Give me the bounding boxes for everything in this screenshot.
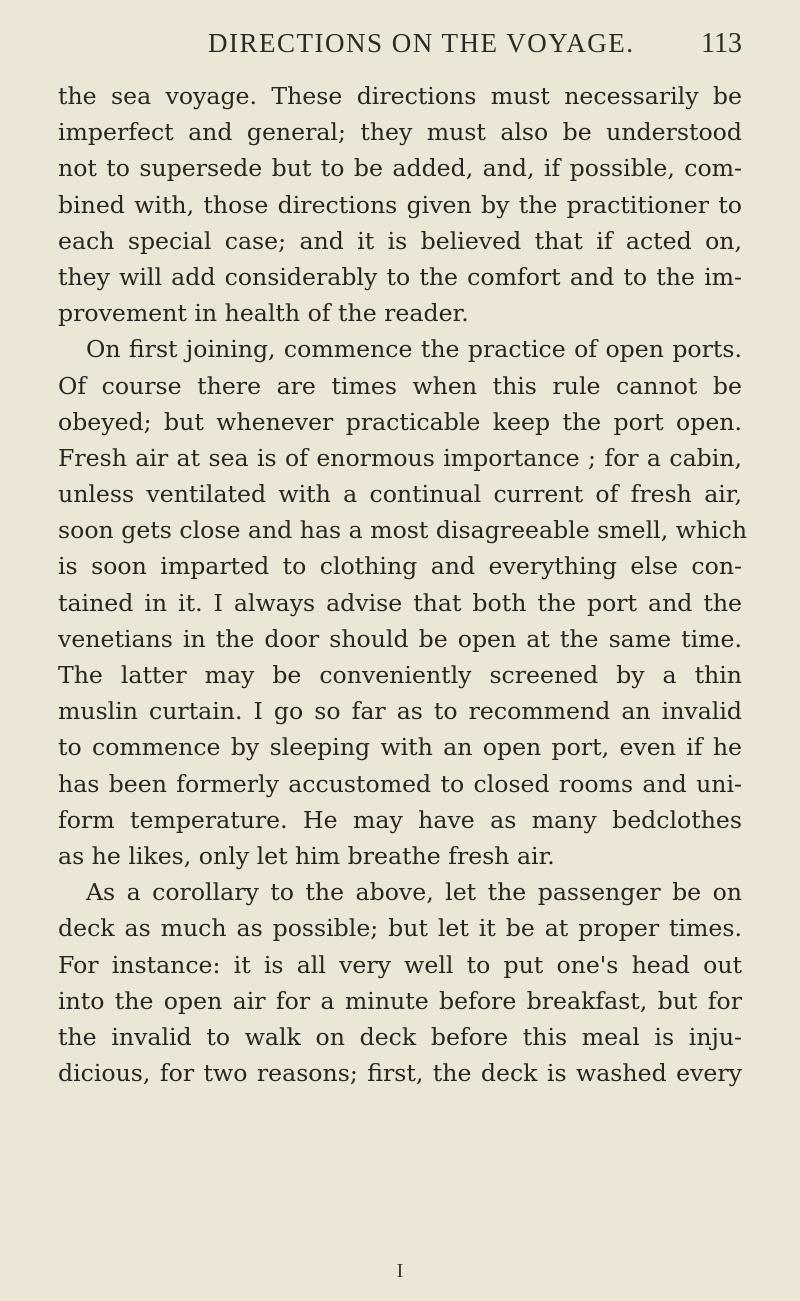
paragraph	[58, 874, 742, 1091]
text-line: deck as much as possible; but let it be at proper times.	[58, 914, 742, 943]
text-line: soon gets close and has a most disagreeable smell, which	[58, 516, 748, 545]
text-line: venetians in the door should be open at the same time.	[58, 624, 742, 653]
text-line: muslin curtain. I go so far as to recommend an invalid	[58, 697, 742, 726]
text-line: unless ventilated with a continual current of fresh air,	[58, 480, 742, 509]
text-line: imperfect and general; they must also be understood	[58, 118, 742, 147]
text-line: as he likes, only let him breathe fresh air.	[58, 841, 555, 870]
text-line: obeyed; but whenever practicable keep the port open.	[58, 407, 742, 436]
page-number: 113	[701, 28, 742, 59]
text-line: has been formerly accustomed to closed rooms and uni-	[58, 769, 742, 798]
text-line: Fresh air at sea is of enormous importance ; for a cabin,	[58, 443, 742, 472]
text-line: The latter may be conveniently screened by a thin	[58, 661, 742, 689]
text-line: the sea voyage. These directions must necessarily be	[58, 82, 742, 110]
text-line: to commence by sleeping with an open port, even if he	[58, 733, 742, 762]
text-line: Of course there are times when this rule cannot be	[58, 371, 742, 400]
text-line: they will add considerably to the comfort and to the im-	[58, 262, 742, 291]
text-line: As a corollary to the above, let the passenger be on	[86, 878, 742, 907]
page-header	[58, 22, 742, 62]
text-line: each special case; and it is believed that if acted on,	[58, 226, 742, 255]
text-line: the invalid to walk on deck before this meal is inju-	[58, 1022, 742, 1051]
text-line: For instance: it is all very well to put one's head out	[58, 950, 742, 979]
text-line: tained in it. I always advise that both the port and the	[58, 588, 742, 617]
paragraph	[58, 331, 748, 874]
text-line: dicious, for two reasons; first, the deck is washed every	[58, 1059, 742, 1088]
signature-mark: I	[396, 1260, 404, 1282]
running-head: DIRECTIONS ON THE VOYAGE.	[208, 28, 635, 58]
text-line: bined with, those directions given by the practitioner to	[58, 190, 742, 219]
text-line: form temperature. He may have as many bedclothes	[58, 805, 742, 834]
text-line: provement in health of the reader.	[58, 299, 469, 328]
text-line: into the open air for a minute before breakfast, but for	[58, 986, 742, 1015]
body-text	[58, 78, 748, 1091]
text-line: is soon imparted to clothing and everything else con-	[58, 552, 742, 581]
text-line: not to supersede but to be added, and, if possible, com-	[58, 154, 742, 183]
paragraph	[58, 78, 742, 331]
text-line: On first joining, commence the practice of open ports.	[86, 335, 742, 364]
